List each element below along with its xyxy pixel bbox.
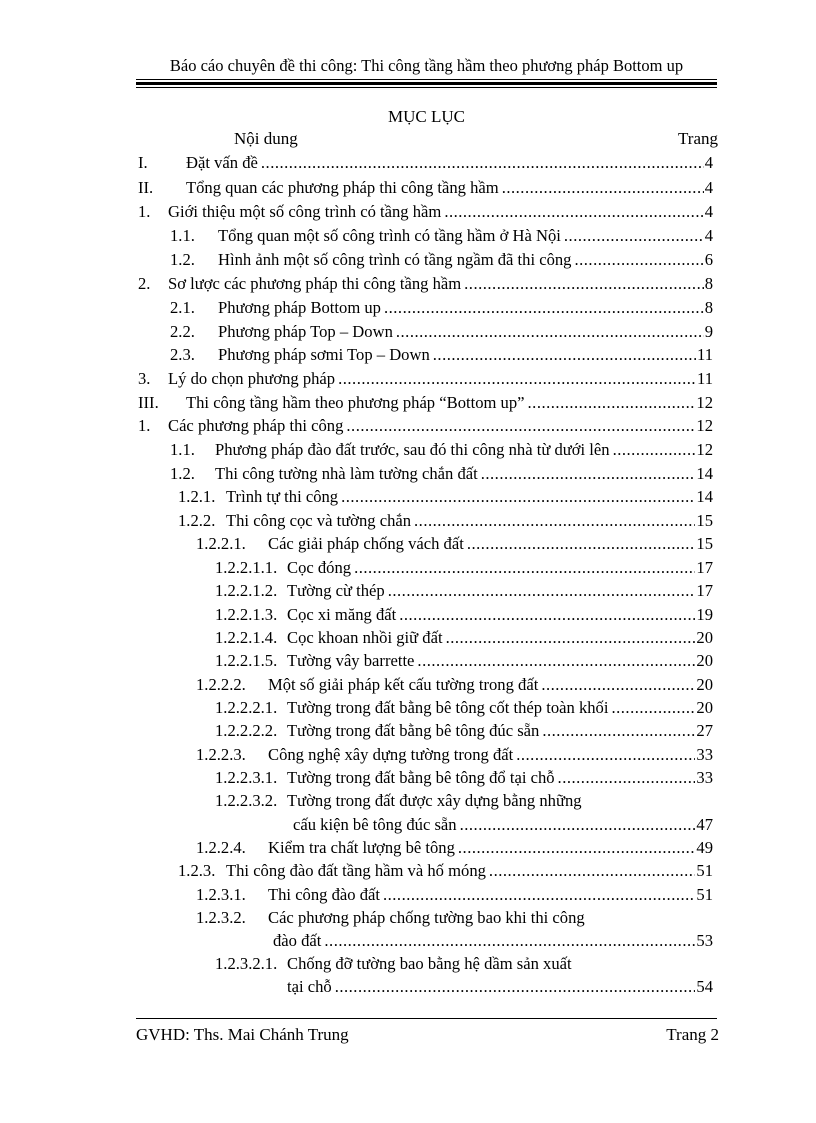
toc-entry[interactable] <box>0 860 816 882</box>
toc-entry-number: 1.2.2.1.5. <box>215 651 278 670</box>
toc-entry-page: 20 <box>696 675 713 694</box>
toc-entry-page: 4 <box>704 178 713 197</box>
toc-entry-page: 51 <box>696 885 713 904</box>
toc-title: MỤC LỤC <box>388 107 465 126</box>
toc-entry-page: 11 <box>697 345 713 364</box>
toc-dot-leader <box>541 674 695 696</box>
footer-page-number: Trang 2 <box>666 1025 719 1044</box>
toc-entry[interactable] <box>0 837 816 859</box>
toc-entry[interactable] <box>0 439 816 461</box>
toc-entry-page: 54 <box>696 977 713 996</box>
toc-entry-number: 2.2. <box>170 322 195 341</box>
toc-entry-title-continued: đào đất <box>273 931 322 950</box>
toc-entry[interactable] <box>0 674 816 696</box>
toc-entry-line <box>287 650 713 672</box>
toc-entry-page: 9 <box>704 322 713 341</box>
toc-entry[interactable] <box>0 297 816 319</box>
toc-entry[interactable] <box>0 368 816 390</box>
toc-entry-number: 1.2.2. <box>178 511 216 530</box>
toc-entry-number: 1.2.3.2. <box>196 908 246 927</box>
toc-entry-line <box>218 344 713 366</box>
toc-entry-page: 8 <box>704 298 713 317</box>
toc-entry[interactable] <box>0 953 816 975</box>
header-title: Báo cáo chuyên đề thi công: Thi công tầng hầm theo phương pháp Bottom up <box>169 56 684 75</box>
toc-entry-title: Tổng quan một số công trình có tầng hầm ở Hà Nội <box>218 226 561 245</box>
toc-entry-number: 1.2.2.2.1. <box>215 698 278 717</box>
toc-entry-title: Công nghệ xây dựng tường trong đất <box>268 745 514 764</box>
toc-entry-line <box>168 273 713 295</box>
toc-entry-title: Lý do chọn phương pháp <box>168 369 336 388</box>
toc-dot-leader <box>444 201 703 223</box>
toc-dot-leader <box>261 152 704 174</box>
toc-entry-title: Các phương pháp chống tường bao khi thi công <box>268 908 585 927</box>
toc-entry-number: 2.3. <box>170 345 195 364</box>
toc-entry-number: 1.2.2.1.2. <box>215 581 278 600</box>
header-rule-thick <box>136 82 717 85</box>
toc-entry-number: I. <box>138 153 148 172</box>
toc-entry-number: 1.2.2.1.3. <box>215 605 278 624</box>
toc-entry-title: Một số giải pháp kết cấu tường trong đất <box>268 675 539 694</box>
toc-entry-title: Đặt vấn đề <box>186 153 258 172</box>
toc-entry-page: 14 <box>696 487 713 506</box>
toc-entry-continuation[interactable] <box>0 976 816 998</box>
toc-entry-line <box>287 953 713 975</box>
toc-entry-line <box>218 249 713 271</box>
toc-entry-title: Sơ lược các phương pháp thi công tầng hầm <box>168 274 462 293</box>
toc-entry-title: Phương pháp Bottom up <box>218 298 381 317</box>
toc-entry-line <box>226 486 713 508</box>
toc-entry-number: 1. <box>138 202 151 221</box>
toc-entry-title: Phương pháp sơmi Top – Down <box>218 345 430 364</box>
toc-entry-line <box>287 557 713 579</box>
toc-entry-line <box>226 510 713 532</box>
toc-entry-title: Cọc khoan nhồi giữ đất <box>287 628 443 647</box>
toc-entry[interactable] <box>0 392 816 414</box>
toc-dot-leader <box>384 297 704 319</box>
toc-dot-leader <box>324 930 695 952</box>
toc-entry-page: 20 <box>696 698 713 717</box>
toc-entry-title: Các phương pháp thi công <box>168 416 344 435</box>
toc-entry-number: 1.2.2.4. <box>196 838 246 857</box>
toc-entry-number: 1.2.2.2. <box>196 675 246 694</box>
toc-entry[interactable] <box>0 907 816 929</box>
toc-entry-line <box>218 297 713 319</box>
toc-entry-page: 33 <box>696 745 713 764</box>
toc-entry-title: Tường trong đất bằng bê tông cốt thép toàn khối <box>287 698 609 717</box>
toc-entry-number: 1.2.2.3.2. <box>215 791 278 810</box>
toc-entry-line <box>215 463 713 485</box>
toc-entry-title: Tường trong đất được xây dựng bằng những <box>287 791 582 810</box>
toc-entry-number: 3. <box>138 369 151 388</box>
toc-entry-line <box>186 177 713 199</box>
toc-entry-title: Tường vây barrette <box>287 651 415 670</box>
toc-entry-title: Thi công đào đất tầng hầm và hố móng <box>226 861 486 880</box>
toc-entry-line <box>273 930 713 952</box>
toc-dot-leader <box>338 368 696 390</box>
toc-entry-number: 1.2. <box>170 250 195 269</box>
toc-entry-title: Chống đỡ tường bao bằng hệ dầm sản xuất <box>287 954 572 973</box>
toc-entry[interactable] <box>0 627 816 649</box>
toc-entry-title: Trình tự thi công <box>226 487 339 506</box>
toc-entry[interactable] <box>0 533 816 555</box>
toc-entry-line <box>293 814 713 836</box>
toc-entry-page: 12 <box>696 440 713 459</box>
toc-entry-number: 1.2.3.2.1. <box>215 954 278 973</box>
toc-dot-leader <box>613 439 696 461</box>
toc-entry[interactable] <box>0 249 816 271</box>
toc-entry-title-continued: tại chỗ <box>287 977 332 996</box>
toc-dot-leader <box>458 837 696 859</box>
toc-entry[interactable] <box>0 790 816 812</box>
toc-entry-title: Kiểm tra chất lượng bê tông <box>268 838 455 857</box>
toc-entry-page: 15 <box>696 534 713 553</box>
header-rule-bottom <box>136 87 717 88</box>
toc-entry-line <box>287 790 713 812</box>
toc-entry-line <box>268 533 713 555</box>
toc-entry-number: 1.2.2.3.1. <box>215 768 278 787</box>
toc-entry[interactable] <box>0 152 816 174</box>
toc-entry-page: 51 <box>696 861 713 880</box>
toc-entry-page: 17 <box>696 558 713 577</box>
toc-entry-title: Các giải pháp chống vách đất <box>268 534 464 553</box>
footer-advisor: GVHD: Ths. Mai Chánh Trung <box>136 1025 349 1044</box>
toc-entry-title: Cọc xi măng đất <box>287 605 397 624</box>
toc-entry-page: 15 <box>696 511 713 530</box>
toc-entry-line <box>168 415 713 437</box>
toc-entry-number: 1.2.2.1.4. <box>215 628 278 647</box>
toc-entry-title: Phương pháp đào đất trước, sau đó thi công nhà từ dưới lên <box>215 440 610 459</box>
toc-entry-line <box>287 627 713 649</box>
toc-entry-number: 1.1. <box>170 226 195 245</box>
toc-entry-line <box>226 860 713 882</box>
toc-entry[interactable] <box>0 486 816 508</box>
toc-entry[interactable] <box>0 767 816 789</box>
toc-entry-line <box>215 439 713 461</box>
toc-dot-leader <box>502 177 704 199</box>
toc-dot-leader <box>489 860 695 882</box>
toc-dot-leader <box>335 976 696 998</box>
toc-entry-line <box>218 225 713 247</box>
toc-entry-number: 1.2. <box>170 464 195 483</box>
toc-entry[interactable] <box>0 557 816 579</box>
toc-entry-title: Tường trong đất bằng bê tông đúc sẵn <box>287 721 540 740</box>
toc-entry-title: Tổng quan các phương pháp thi công tầng hầm <box>186 178 499 197</box>
toc-dot-leader <box>388 580 696 602</box>
toc-dot-leader <box>516 744 695 766</box>
toc-dot-leader <box>346 415 695 437</box>
toc-entry-page: 27 <box>696 721 713 740</box>
toc-entry-line <box>186 152 713 174</box>
toc-entry[interactable] <box>0 201 816 223</box>
toc-dot-leader <box>464 273 704 295</box>
toc-entry-title: Thi công tầng hầm theo phương pháp “Bottom up” <box>186 393 525 412</box>
toc-entry[interactable] <box>0 415 816 437</box>
toc-entry-page: 17 <box>696 581 713 600</box>
toc-entry-title: Tường cừ thép <box>287 581 385 600</box>
toc-entry[interactable] <box>0 604 816 626</box>
toc-entry-title: Phương pháp Top – Down <box>218 322 393 341</box>
toc-dot-leader <box>433 344 696 366</box>
toc-entry-title: Thi công cọc và tường chắn <box>226 511 412 530</box>
toc-entry-title: Cọc đóng <box>287 558 352 577</box>
toc-dot-leader <box>399 604 695 626</box>
toc-entry-line <box>186 392 713 414</box>
toc-entry[interactable] <box>0 177 816 199</box>
toc-dot-leader <box>481 463 696 485</box>
toc-entry-number: II. <box>138 178 154 197</box>
toc-entry-number: 1.2.1. <box>178 487 216 506</box>
toc-entry-page: 19 <box>696 605 713 624</box>
toc-dot-leader <box>467 533 696 555</box>
toc-entry-page: 47 <box>696 815 713 834</box>
toc-dot-leader <box>383 884 695 906</box>
toc-entry-page: 20 <box>696 628 713 647</box>
footer-rule <box>136 1018 717 1019</box>
toc-entry-line <box>268 837 713 859</box>
toc-entry-number: 1. <box>138 416 151 435</box>
toc-entry-line <box>287 697 713 719</box>
toc-column-page: Trang <box>678 129 718 148</box>
toc-entry-page: 49 <box>696 838 713 857</box>
toc-entry-page: 4 <box>704 202 713 221</box>
toc-entry-title: Hình ảnh một số công trình có tầng ngầm đã thi công <box>218 250 572 269</box>
toc-entry-line <box>287 604 713 626</box>
toc-dot-leader <box>542 720 695 742</box>
toc-dot-leader <box>354 557 695 579</box>
toc-entry-title: Giới thiệu một số công trình có tầng hầm <box>168 202 442 221</box>
toc-dot-leader <box>396 321 704 343</box>
toc-entry-page: 12 <box>696 393 713 412</box>
toc-entry[interactable] <box>0 344 816 366</box>
toc-entry-page: 20 <box>696 651 713 670</box>
toc-dot-leader <box>446 627 696 649</box>
toc-entry-line <box>268 674 713 696</box>
toc-dot-leader <box>564 225 704 247</box>
toc-entry-page: 4 <box>704 226 713 245</box>
toc-entry-title-continued: cấu kiện bê tông đúc sẵn <box>293 815 457 834</box>
toc-dot-leader <box>558 767 696 789</box>
toc-entry-number: 1.2.2.1. <box>196 534 246 553</box>
toc-entry[interactable] <box>0 580 816 602</box>
toc-entry[interactable] <box>0 720 816 742</box>
toc-entry-number: 2. <box>138 274 151 293</box>
toc-entry-number: 1.2.3. <box>178 861 216 880</box>
toc-entry-number: 1.2.2.3. <box>196 745 246 764</box>
toc-entry-page: 6 <box>704 250 713 269</box>
toc-entry-line <box>268 744 713 766</box>
toc-entry-continuation[interactable] <box>0 814 816 836</box>
toc-entry[interactable] <box>0 510 816 532</box>
toc-dot-leader <box>611 697 695 719</box>
toc-entry-number: III. <box>138 393 159 412</box>
toc-dot-leader <box>460 814 696 836</box>
toc-entry-title: Thi công đào đất <box>268 885 380 904</box>
toc-entry-page: 4 <box>704 153 713 172</box>
toc-dot-leader <box>528 392 696 414</box>
toc-entry-number: 1.2.2.2.2. <box>215 721 278 740</box>
toc-entry-continuation[interactable] <box>0 930 816 952</box>
toc-entry[interactable] <box>0 463 816 485</box>
toc-entry[interactable] <box>0 273 816 295</box>
header-rule-thin <box>136 79 717 80</box>
toc-entry-page: 8 <box>704 274 713 293</box>
toc-entry-line <box>287 976 713 998</box>
toc-dot-leader <box>341 486 695 508</box>
toc-entry[interactable] <box>0 884 816 906</box>
toc-entry-line <box>168 201 713 223</box>
toc-entry[interactable] <box>0 697 816 719</box>
toc-dot-leader <box>574 249 703 271</box>
toc-entry-line <box>168 368 713 390</box>
toc-entry-line <box>287 720 713 742</box>
toc-entry-line <box>218 321 713 343</box>
toc-entry-line <box>268 884 713 906</box>
toc-entry-line <box>287 580 713 602</box>
toc-entry[interactable] <box>0 650 816 672</box>
toc-entry-number: 2.1. <box>170 298 195 317</box>
toc-dot-leader <box>417 650 695 672</box>
toc-column-content: Nội dung <box>234 129 298 148</box>
toc-entry-page: 53 <box>696 931 713 950</box>
toc-entry[interactable] <box>0 225 816 247</box>
toc-entry-line <box>287 767 713 789</box>
toc-entry-page: 33 <box>696 768 713 787</box>
toc-dot-leader <box>414 510 695 532</box>
toc-entry-number: 1.1. <box>170 440 195 459</box>
toc-entry-title: Thi công tường nhà làm tường chắn đất <box>215 464 478 483</box>
toc-entry-page: 11 <box>697 369 713 388</box>
toc-entry-title: Tường trong đất bằng bê tông đổ tại chỗ <box>287 768 555 787</box>
toc-entry[interactable] <box>0 321 816 343</box>
toc-entry-number: 1.2.2.1.1. <box>215 558 278 577</box>
toc-entry-line <box>268 907 713 929</box>
toc-entry-number: 1.2.3.1. <box>196 885 246 904</box>
toc-entry-page: 14 <box>696 464 713 483</box>
toc-entry[interactable] <box>0 744 816 766</box>
toc-entry-page: 12 <box>696 416 713 435</box>
